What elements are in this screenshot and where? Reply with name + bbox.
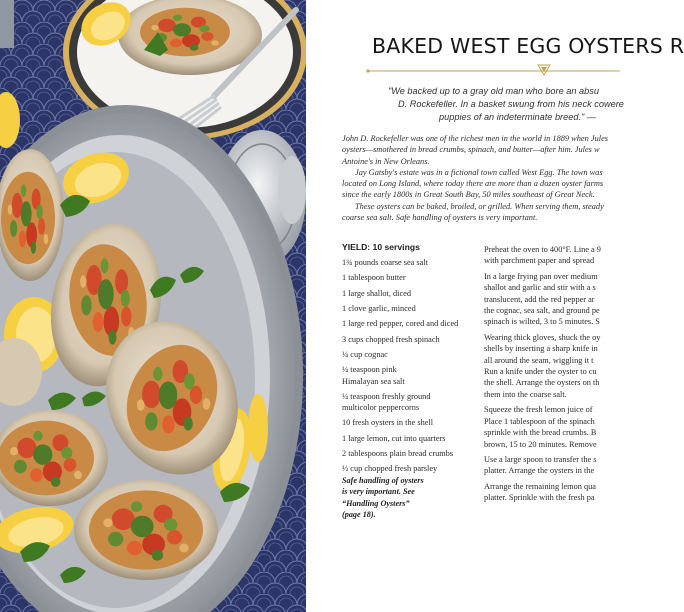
intro-line: coarse sea salt. Safe handling of oysters is very important.	[342, 213, 538, 223]
step-line: Arrange the remaining lemon qua	[484, 481, 596, 491]
ingredient-line: 2 tablespoons plain bread crumbs	[342, 448, 454, 458]
epigraph-quote	[378, 85, 638, 124]
note-line: Safe handling of oysters	[342, 476, 424, 485]
ingredient-line: 3 cups chopped fresh spinach	[342, 334, 440, 344]
step-line: Place 1 tablespoon of the spinach	[484, 416, 595, 426]
step-line: spinach is wilted, 3 to 5 minutes. S	[484, 317, 600, 327]
note-line: (page 18).	[342, 510, 376, 520]
ingredient-item	[342, 433, 472, 444]
step-line: with parchment paper and spread	[484, 256, 595, 266]
intro-line: oysters—smothered in bread crumbs, spinach, and butter—after him. Jules w	[342, 145, 600, 155]
safety-note	[342, 475, 424, 521]
ingredient-line: multicolor peppercorns	[342, 402, 420, 412]
step-paragraph	[484, 404, 664, 450]
step-line: platter. Sprinkle with the fresh pa	[484, 493, 595, 503]
intro-line: Antoine's in New Orleans.	[342, 156, 430, 166]
step-paragraph	[484, 271, 664, 328]
intro-line: John D. Rockefeller was one of the richest men in the world in 1889 when Jules	[342, 134, 609, 143]
ingredient-list	[342, 257, 472, 479]
step-line: Use a large spoon to transfer the s	[484, 454, 597, 464]
ingredient-item	[342, 288, 472, 299]
intro-line: These oysters can be baked, broiled, or grilled. When serving them, steady	[355, 201, 604, 211]
step-line: Preheat the oven to 400°F. Line a 9	[484, 245, 601, 254]
step-line: Squeeze the fresh lemon juice of	[484, 405, 593, 415]
step-line: translucent, add the red pepper ar	[484, 294, 595, 304]
step-line: Wearing thick gloves, shuck the oy	[484, 332, 601, 342]
ingredient-line: 1 large shallot, diced	[342, 288, 411, 298]
step-line: shallot and garlic and stir with a s	[484, 283, 596, 293]
step-line: brown, 15 to 20 minutes. Remove	[484, 439, 597, 449]
step-paragraph	[484, 454, 664, 477]
ingredient-item	[342, 349, 472, 360]
step-line: platter. Arrange the oysters in the	[484, 466, 595, 476]
intro-line: located on Long Island, where today there are more than a dozen oyster farms	[342, 179, 604, 189]
ingredient-item	[342, 448, 472, 459]
step-line: Run a knife under the oyster to cu	[484, 367, 597, 377]
ingredient-line: ¼ teaspoon pink	[342, 365, 397, 375]
note-line: “Handling Oysters”	[342, 498, 410, 508]
quote-line: "We backed up to a gray old man who bore an absu	[388, 86, 599, 96]
ingredient-item	[342, 417, 472, 428]
ingredient-line: 1 large lemon, cut into quarters	[342, 433, 446, 443]
step-line: the shell. Arrange the oysters on th	[484, 378, 600, 388]
step-paragraph	[484, 244, 664, 267]
intro-line: since the early 1800s in Great South Bay, 50 miles southeast of Great Neck.	[342, 190, 595, 200]
ingredient-line: ¼ teaspoon freshly ground	[342, 391, 431, 401]
quote-line: puppies of an indeterminate breed." —	[439, 112, 596, 122]
step-paragraph	[484, 332, 664, 400]
art-deco-divider	[364, 64, 624, 80]
instruction-steps	[484, 244, 664, 508]
ingredient-item	[342, 334, 472, 345]
ingredient-item	[342, 318, 472, 329]
ingredient-item	[342, 364, 472, 386]
ingredient-line: 1 tablespoon butter	[342, 273, 406, 283]
ingredient-line: 1 clove garlic, minced	[342, 304, 416, 314]
ingredient-line: ½ cup chopped fresh parsley	[342, 464, 438, 474]
ingredient-item	[342, 463, 472, 474]
step-line: the cognac, sea salt, and ground pe	[484, 306, 600, 316]
step-line: all around the seam, wiggling it t	[484, 355, 594, 365]
ingredient-item	[342, 257, 472, 268]
recipe-page	[306, 0, 684, 612]
ingredient-item	[342, 303, 472, 314]
intro-line: Jay Gatsby's estate was in a fictional town called West Egg. The town was	[355, 167, 603, 177]
step-line: sprinkle with the bread crumbs. B	[484, 428, 597, 438]
intro-text	[342, 133, 622, 223]
ingredient-item	[342, 272, 472, 283]
ingredient-line: Himalayan sea salt	[342, 376, 405, 386]
quote-line: D. Rockefeller. In a basket swung from his neck cowere	[398, 99, 624, 109]
step-paragraph	[484, 481, 664, 504]
oysters-photo	[0, 0, 306, 612]
recipe-title: BAKED WEST EGG OYSTERS R	[372, 34, 684, 58]
yield-label: YIELD: 10 servings	[342, 242, 420, 252]
ingredient-line: 1¾ pounds coarse sea salt	[342, 258, 428, 267]
step-line: shells by inserting a sharp knife in	[484, 344, 598, 354]
step-line: In a large frying pan over medium	[484, 271, 598, 281]
note-line: is very important. See	[342, 487, 415, 497]
step-line: them into the coarse salt.	[484, 389, 567, 399]
ingredient-line: 10 fresh oysters in the shell	[342, 418, 434, 428]
ingredient-line: ¼ cup cognac	[342, 350, 388, 360]
ingredient-item	[342, 391, 472, 413]
ingredient-line: 1 large red pepper, cored and diced	[342, 319, 459, 329]
